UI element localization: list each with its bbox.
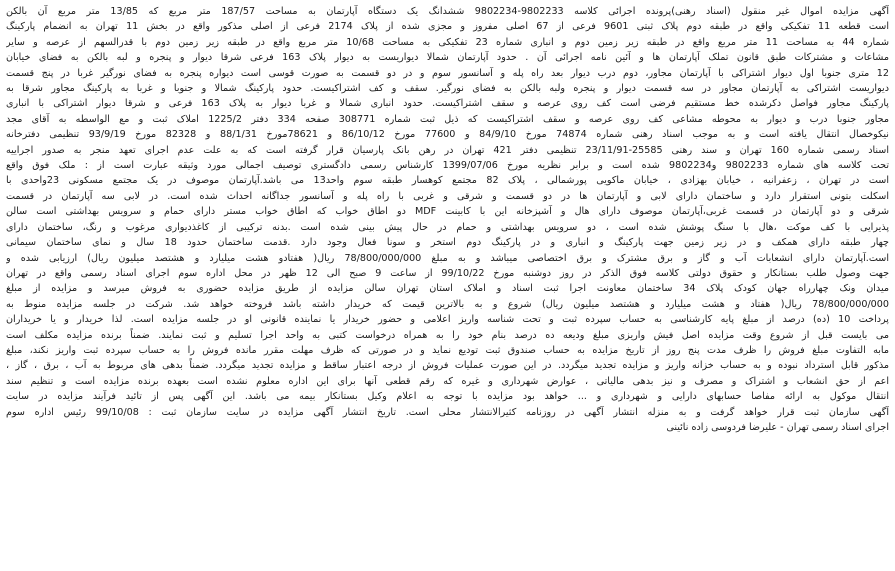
notice-line: میدان ونک چهارراه جهان کودک پلاک 34 ساختمان معاونت اجرا ثبت اسناد و املاک استان تهران سالن مزایده از طریق مزایده حضوری به فروش میرسد و مزایده از مبلغ bbox=[6, 283, 889, 295]
notice-line: پارکینگ مجاور فواصل دکرشده خط مستقیم فرضی است کف روی عرصه و سقف اشتراکیست. حدود انباری شمالا و غربا دیوار به پلاک 163 فرعی و شرقا دیوار اشتراکی با انباری bbox=[6, 98, 889, 110]
notice-line: است.آپارتمان دارای انشعابات آب و گاز و برق مشترک و برق اختصاصی میباشد و به مبلغ 78/800/000/000 ریال( هفتادو هشت میلیارد و هشتصد میلیون ریال) ارزیابی شده و bbox=[6, 252, 889, 264]
notice-line: پذیرایی با کف موکت ،هال با سنگ پوشش شده است ، دو سرویس بهداشتی و حمام در حال پیش بینی شده است .بدنه ترکیبی از کاغذدیواری مرغوب و رنگ، ساختمان دارای bbox=[6, 221, 889, 233]
notice-line: آگهی سازمان ثبت قرار خواهد گرفت و به منزله انتشار آگهی در روزنامه کثیرالانتشار محلی است. تاریخ انتشار آگهی مزایده در سایت سازمان ثبت : 99/10/08 رئیس اداره سوم bbox=[6, 406, 889, 418]
notice-line: شرقی و دو آپارتمان در قسمت غربی،آپارتمان موصوف دارای هال و آشپزخانه این با کابینت MDF دو اطاق خواب که اطاق خواب مستر دارای حمام و سرویس بهداشتی است سالن bbox=[6, 206, 889, 218]
notice-signature-line: اجرای اسناد رسمی تهران - علیرضا فردوسی زاده نائینی bbox=[666, 421, 889, 433]
notice-line: جهت وصول طلب بستانکار و حقوق دولتی کلاسه فوق الذکر در روز دوشنبه مورخ 99/10/22 از ساعت 9 صبح الی 12 ظهر در محل اداره سوم اجرای اسناد رسمی واقع در تهران bbox=[6, 267, 889, 279]
notice-line: دیواریست اشتراکی به آپارتمان مجاور در سه قسمت دیوار و پنجره ولبه بالکن به فضای نورگیر. سقف و کف اشتراکیست. حدود پارکینگ شمالا و جنوبا و غربا به پارکینگ مجاور شرقا به bbox=[6, 83, 889, 95]
notice-line: است قطعه 11 تفکیکی واقع در طبقه دوم پلاک ثبتی 9601 فرعی از 67 اصلی مفروز و مجزی شده از پلاک 2174 فرعی از اصلی مذکور واقع در بخش 11 تهران به انضمام پارکینگ bbox=[6, 21, 889, 33]
notice-line: چهار طبقه دارای همکف و در زیر زمین جهت پارکینگ و انباری و در پارکینگ دوم استخر و سونا فعال وجود دارد .قدمت ساختمان حدود 18 سال و نمای ساختمان سیمانی bbox=[6, 237, 889, 249]
notice-line: پرداخت 10 (ده) درصد از مبلغ پایه کارشناسی به حساب سپرده ثبت و تحت شناسه واریز اعلامی و حضور خریدار یا نماینده قانونی او در جلسه مزایده است. لذا خریدار و یا خریداران bbox=[6, 314, 889, 326]
notice-line: آگهی مزایده اموال غیر منقول (اسناد رهنی)پرونده اجرائی کلاسه 9802233-9802234 ششدانگ یک دستگاه آپارتمان به مساحت 187/57 متر مربع که 13/85 متر مربع آن بالکن bbox=[6, 6, 889, 17]
notice-line: مجاور جنوبا درب و دیوار به محوطه مشاعی کف روی عرصه و سقف اشتراکیست که ذیل ثبت شماره 308771 صفحه 334 دفتر 1225/2 املاک ثبت و مع الواسطه به آقای مجد bbox=[6, 113, 889, 125]
notice-line: مذکور قابل استرداد نبوده و به حساب خزانه واریز و مزایده تجدید میگردد. در این صورت عملیات فروش از درجه اعتبار ساقط و مزایده تجدید میگردد. ضمناً بدهی های مربوط به آب ، برق ، گاز ، bbox=[6, 360, 889, 372]
notice-line: اسناد رسمی شماره 160 تهران و سند رهنی 25585-23/11/91 تنظیمی دفتر 421 تهران در رهن بانک پارسیان قرار گرفته است که به علت عدم اجرای تعهد منجر به صدور اجراییه bbox=[6, 144, 889, 156]
notice-line: است در تهران ، زعفرانیه ، خیابان بهزادی ، خیابان ماکویی پورشمالی ، پلاک 82 مجتمع کوهسار طبقه سوم واحد13 می باشد.آپارتمان موصوف در یک مجتمع مسکونی 23واحدی با bbox=[6, 175, 889, 187]
notice-line: شماره 44 به مساحت 11 متر مربع واقع در طبقه زیر زمین دوم و انباری شماره 23 تفکیکی به مساحت 10/68 متر مربع واقع در طبقه زیر زمین دوم با قدرالسهم از عرصه و سایر bbox=[6, 36, 889, 48]
notice-line: اعم از حق انشعاب و اشتراک و مصرف و نیز بدهی مالیاتی ، عوارض شهرداری و غیره که رقم قطعی آنها برای این اداره معلوم نشده است بعهده برنده مزایده است و تنظیم سند bbox=[6, 375, 889, 387]
notice-line: انتقال موکول به ارائه مفاصا حسابهای دارایی و شهرداری و ... خواهد بود مزایده با توجه به اعلام وکیل بستانکار بیمه می باشد. این آگهی پس از تائید فرآیند مزایده در سایت bbox=[6, 391, 889, 403]
notice-line: 12 متری جنوبا اول دیوار اشتراکی با آپارتمان مجاور، دوم درب دیوار بعد راه پله و آسانسور سوم و در دو قسمت به صورت قوسی است دیواره پنجره به فضای نورگیر غربا در پنج قسمت bbox=[6, 67, 889, 79]
notice-line: نیکوخصال انتقال یافته است و به موجب اسناد رهنی شماره 74874 مورخ 84/9/10 و 77600 مورخ 86/10/12 و 78621مورخ 88/1/31 و 82328 مورخ 93/9/19 تنظیمی دفترخانه bbox=[6, 129, 889, 141]
notice-line: مابه التفاوت مبلغ فروش را ظرف مدت پنج روز از تاریخ مزایده به حساب صندوق ثبت تودیع نماید و در صورتی که ظرف مهلت مقرر مانده فروش را به حساب سپرده ثبت واریز نکند، مبلغ bbox=[6, 344, 889, 356]
notice-line: اسکلت بتونی استقرار دارد و ساختمان دارای لابی و آپارتمان ها در دو قسمت و شرقی و غربی با راه پله و آسانسور جداگانه احداث شده است. در لابی سه آپارتمان در قسمت bbox=[6, 190, 889, 202]
notice-line: مشاعات و مشترکات طبق قانون تملک آپارتمان ها و آئین نامه اجرائی آن . حدود آپارتمان شمالا دیواریست به دیوار پلاک 163 فرعی شرقا دیوار و پنجره و لبه بالکن به فضای خیابان bbox=[6, 52, 889, 64]
notice-line: می بایست قبل از شروع وقت مزایده اصل فیش واریزی مبلغ ودیعه ده درصد بنام خود را به همراه درخواست کتبی به واحد اجرا تسلیم و ثبت نمایند. ضمناً برنده مزایده مکلف است bbox=[6, 329, 889, 341]
notice-line: 78/800/000/000 ریال( هفتاد و هشت میلیارد و هشتصد میلیون ریال) شروع و به بالاترین قیمت که خریدار داشته باشد فروخته خواهد شد. شرکت در جلسه مزایده منوط به bbox=[6, 298, 889, 310]
notice-line: تحت کلاسه های شماره 9802233 و9802234 شده است و برابر نظریه مورخ 1399/07/06 کارشناس رسمی دادگستری توصیف اجمالی مورد وثیقه عبارت است از : ملک فوق واقع bbox=[6, 160, 889, 172]
